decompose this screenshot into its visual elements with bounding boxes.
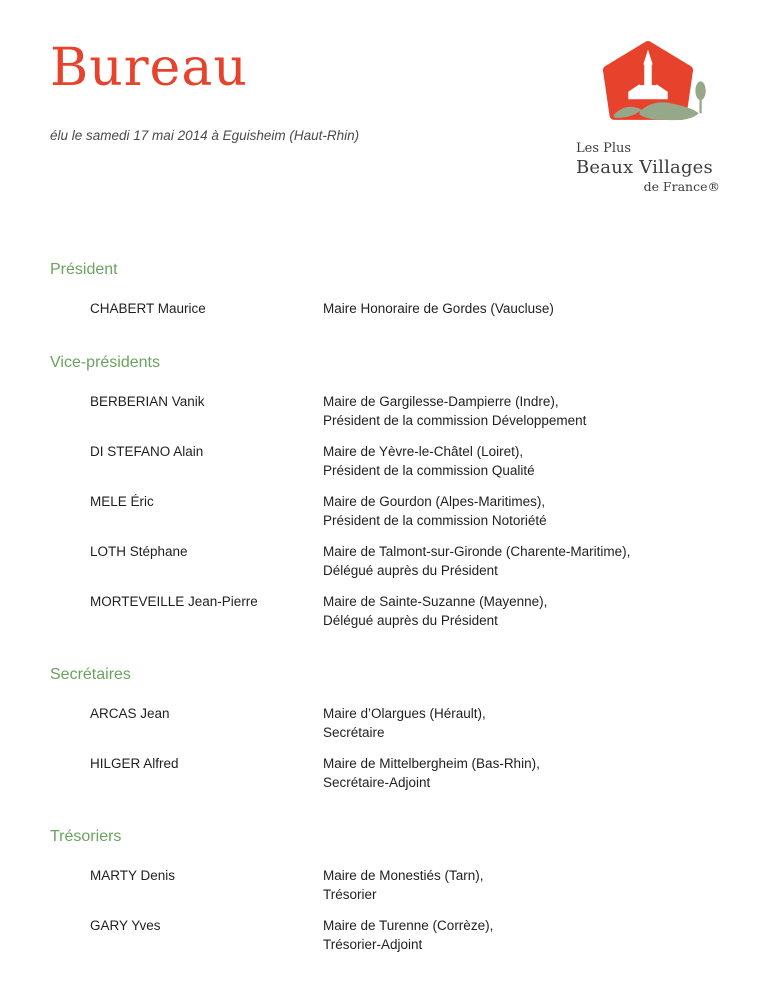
section-president [50, 261, 720, 318]
entry-role-line: Maire de Gourdon (Alpes-Maritimes), [323, 494, 546, 509]
entry-role-line: Président de la commission Développement [323, 413, 587, 428]
logo-line-les-plus: Les Plus [576, 141, 632, 156]
page-title: Bureau [50, 38, 248, 98]
logo-line-beaux-villages: Beaux Villages [576, 157, 713, 178]
entry-name: BERBERIAN Vanik [90, 394, 205, 409]
entry-role [323, 542, 720, 580]
section-title: Président [50, 261, 118, 278]
entry-role-line: Maire de Gargilesse-Dampierre (Indre), [323, 394, 559, 409]
entry-name: MORTEVEILLE Jean-Pierre [90, 594, 258, 609]
entry-name: CHABERT Maurice [90, 301, 206, 316]
entry-role-line: Maire de Talmont-sur-Gironde (Charente-Maritime), [323, 544, 631, 559]
entry-row [50, 299, 720, 318]
entry-name: MELE Éric [90, 494, 154, 509]
entry-role-line: Maire de Yèvre-le-Châtel (Loiret), [323, 444, 524, 459]
entry-role-line: Secrétaire [323, 725, 385, 740]
section-tresoriers [50, 828, 720, 954]
page-subtitle: élu le samedi 17 mai 2014 à Eguisheim (Haut-Rhin) [50, 128, 360, 143]
village-logo-icon [587, 38, 709, 136]
entry-name: MARTY Denis [90, 868, 176, 883]
entry-row [50, 592, 720, 630]
entry-row [50, 442, 720, 480]
entry-name: GARY Yves [90, 918, 161, 933]
entry-row [50, 754, 720, 792]
entry-row [50, 866, 720, 904]
entry-role-line: Maire de Turenne (Corrèze), [323, 918, 494, 933]
entry-role-line: Maire de Mittelbergheim (Bas-Rhin), [323, 756, 540, 771]
document-body [0, 261, 768, 954]
entry-role [323, 492, 720, 530]
logo-line-de-france: de France® [643, 179, 720, 194]
entry-role-line: Trésorier-Adjoint [323, 937, 423, 952]
section-title: Secrétaires [50, 666, 131, 683]
entry-role-line: Maire de Monestiés (Tarn), [323, 868, 484, 883]
entry-row [50, 704, 720, 742]
entry-name: LOTH Stéphane [90, 544, 188, 559]
entry-role [323, 442, 720, 480]
entry-role-line: Président de la commission Qualité [323, 463, 535, 478]
section-title: Trésoriers [50, 828, 122, 845]
entry-role-line: Maire de Sainte-Suzanne (Mayenne), [323, 594, 548, 609]
entry-role [323, 866, 720, 904]
entry-row [50, 542, 720, 580]
entry-row [50, 916, 720, 954]
brand-logo [572, 38, 724, 194]
section-vice-presidents [50, 354, 720, 630]
entry-role-line: Maire Honoraire de Gordes (Vaucluse) [323, 301, 554, 316]
entry-role-line: Trésorier [323, 887, 377, 902]
entry-row [50, 492, 720, 530]
entry-role [323, 392, 720, 430]
entry-role [323, 916, 720, 954]
entry-role [323, 754, 720, 792]
entry-role [323, 299, 720, 318]
section-title: Vice-présidents [50, 354, 160, 371]
logo-wordmark [572, 141, 724, 194]
entry-role-line: Secrétaire-Adjoint [323, 775, 431, 790]
entry-role [323, 704, 720, 742]
entry-role-line: Président de la commission Notoriété [323, 513, 547, 528]
entry-row [50, 392, 720, 430]
entry-name: HILGER Alfred [90, 756, 179, 771]
entry-role [323, 592, 720, 630]
section-secretaires [50, 666, 720, 792]
entry-role-line: Délégué auprès du Président [323, 563, 498, 578]
entry-role-line: Maire d’Olargues (Hérault), [323, 706, 486, 721]
entry-role-line: Délégué auprès du Président [323, 613, 498, 628]
entry-name: DI STEFANO Alain [90, 444, 204, 459]
entry-name: ARCAS Jean [90, 706, 170, 721]
